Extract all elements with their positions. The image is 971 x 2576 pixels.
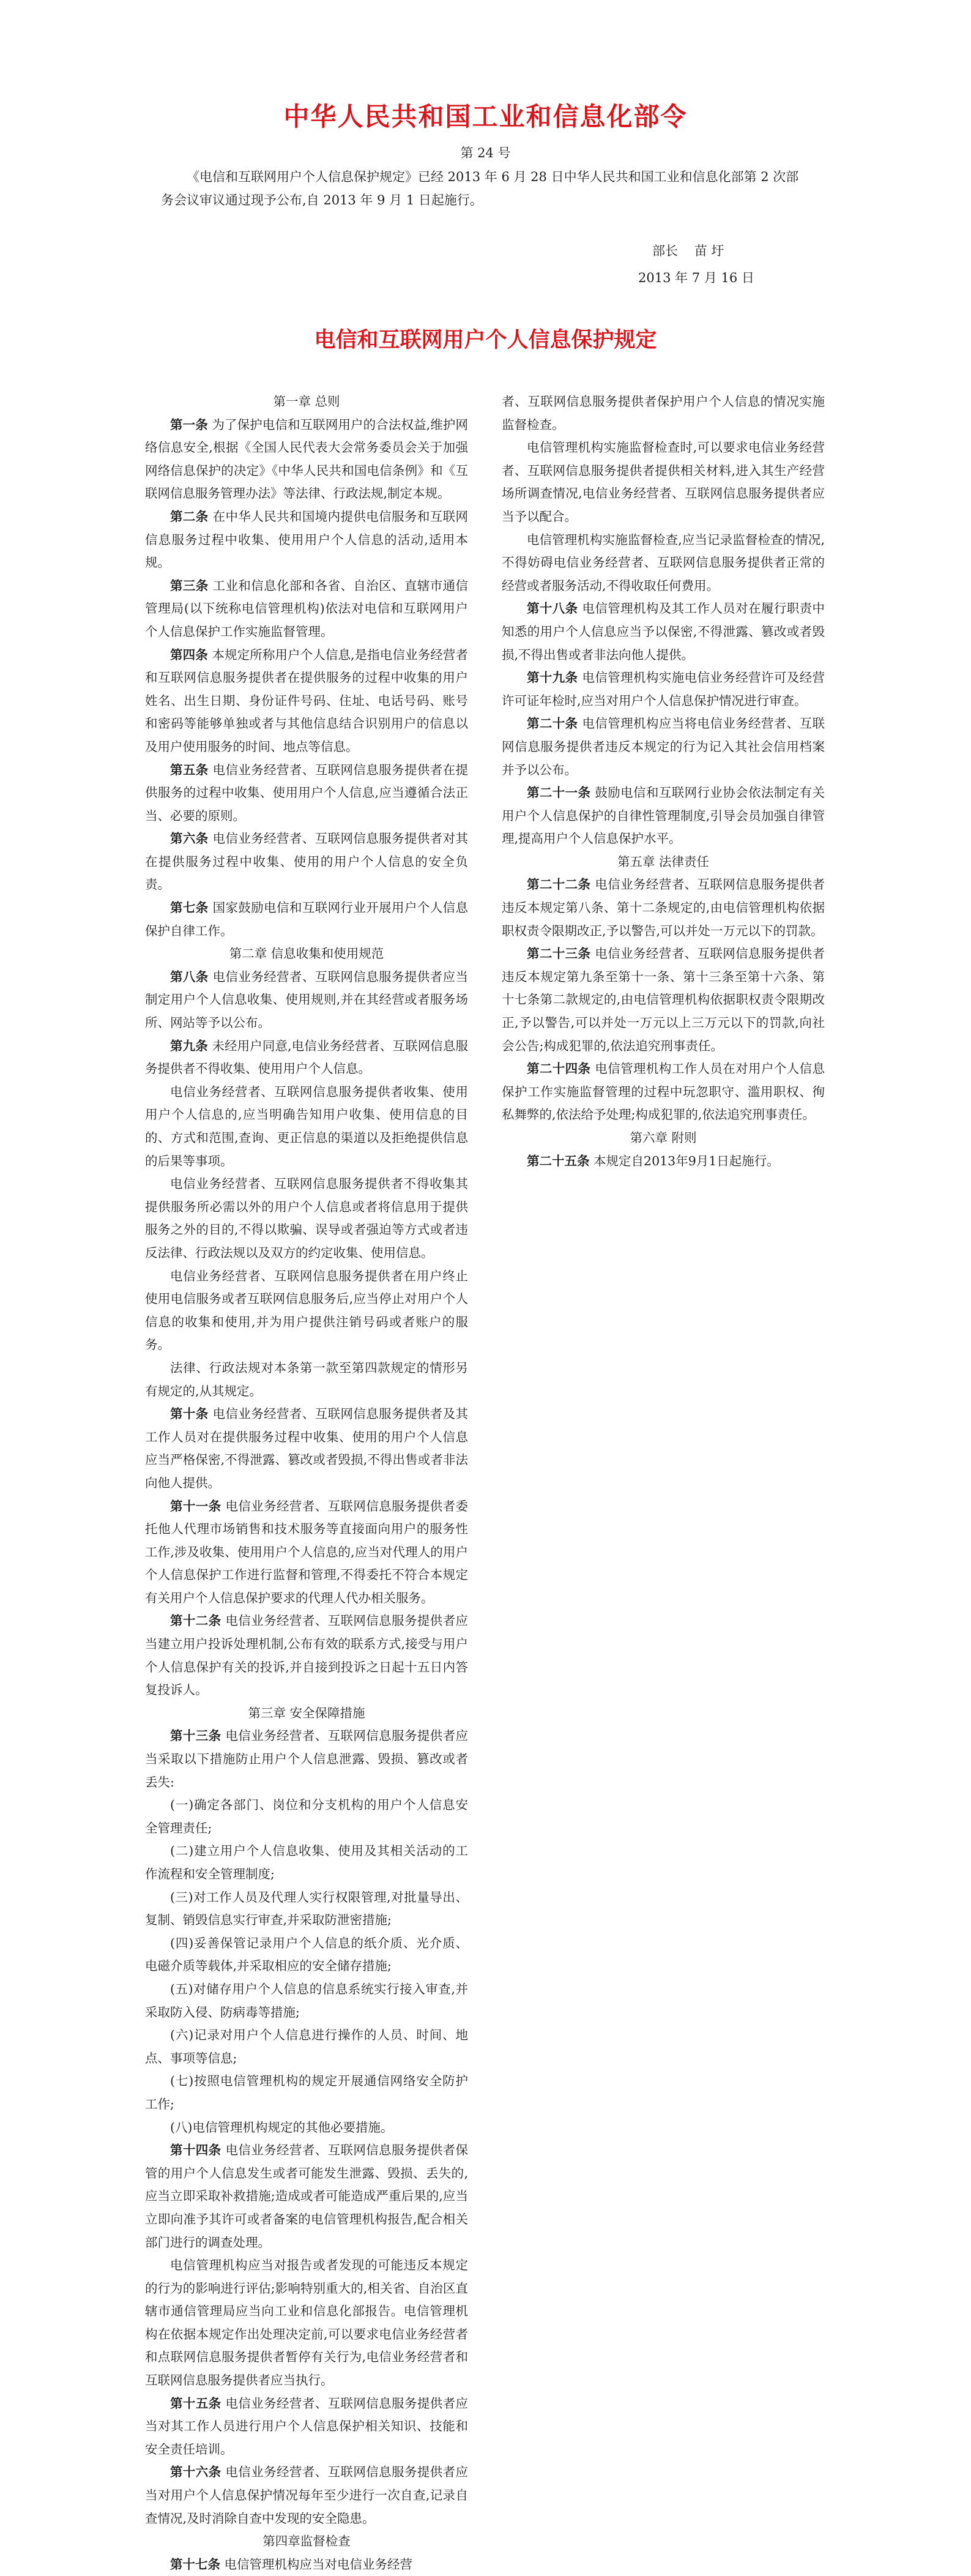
article-label: 第二十一条 xyxy=(527,785,591,801)
chapter-heading: 第五章 法律责任 xyxy=(617,854,710,869)
article-label: 第十一条 xyxy=(170,1498,221,1514)
article-paragraph xyxy=(502,782,825,851)
article-paragraph xyxy=(145,1035,468,1081)
article-text: 电信业务经营者、互联网信息服务提供者保管的用户个人信息发生或者可能发生泄露、毁损、丢失的,应当立即采取补救措施;造成或者可能造成严重后果的,应当立即向准予其许可或者备案的电信管理机构报告,配合相关部门进行的调查处理。 xyxy=(145,2143,469,2250)
article-label: 第十四条 xyxy=(170,2143,221,2158)
article-text: 电信管理机构实施电信业务经营许可及经营许可证年检时,应当对用户个人信息保护情况进行审查。 xyxy=(502,670,825,708)
body-paragraph: 者、互联网信息服务提供者保护用户个人信息的情况实施监督检查。 xyxy=(502,394,825,432)
article-text: 电信业务经营者、互联网信息服务提供者在提供服务的过程中收集、使用用户个人信息,应当遵循合法正当、必要的原则。 xyxy=(145,762,469,823)
body-paragraph: (七)按照电信管理机构的规定开展通信网络安全防护工作; xyxy=(145,2074,468,2111)
article-text: 电信业务经营者、互联网信息服务提供者应当采取以下措施防止用户个人信息泄露、毁损、篡改或者丢失: xyxy=(145,1728,469,1790)
order-title: 中华人民共和国工业和信息化部令 xyxy=(283,102,688,132)
article-paragraph xyxy=(145,414,468,506)
article-label: 第五条 xyxy=(170,762,209,777)
article-paragraph xyxy=(145,1725,468,1794)
article-paragraph xyxy=(502,666,825,712)
sign-date: 2013 年 7 月 16 日 xyxy=(638,271,754,285)
article-label: 第六条 xyxy=(170,831,209,846)
body-paragraph: 电信管理机构应当对报告或者发现的可能违反本规定的行为的影响进行评估;影响特别重大的,相关省、自治区直辖市通信管理局应当向工业和信息化部报告。电信管理机构在依据本规定作出处理决定前,可以要求电信业务经营者和点联网信息服务提供者暂停有关行为,电信业务经营者和互联网信息服务提供者应当执行。 xyxy=(145,2258,468,2388)
article-label: 第八条 xyxy=(170,969,209,984)
article-text: 为了保护电信和互联网用户的合法权益,维护网络信息安全,根据《全国人民代表大会常务委员会关于加强网络信息保护的决定》《中华人民共和国电信条例》和《互联网信息服务管理办法》等法律、行政法规,制定本规。 xyxy=(145,417,468,501)
article-text: 在中华人民共和国境内提供电信服务和互联网信息服务过程中收集、使用用户个人信息的活动,适用本规。 xyxy=(145,509,469,570)
article-paragraph xyxy=(145,506,468,575)
regulation-title: 电信和互联网用户个人信息保护规定 xyxy=(314,327,657,353)
article-paragraph xyxy=(145,759,468,828)
signer: 部长 苗 圩 xyxy=(652,244,724,258)
article-label: 第十条 xyxy=(170,1406,209,1422)
article-text: 工业和信息化部和各省、自治区、直辖市通信管理局(以下统称电信管理机构)依法对电信和互联网用户个人信息保护工作实施监督管理。 xyxy=(145,578,469,639)
article-text: 电信业务经营者、互联网信息服务提供者违反本规定第九条至第十一条、第十三条至第十六条、第十七条第二款规定的,由电信管理机构依据职权责令限期改正,予以警告,可以并处一万元以上三万元以下的罚款,向社会公告;构成犯罪的,依法追究刑事责任。 xyxy=(502,946,825,1053)
article-label: 第十五条 xyxy=(170,2395,221,2411)
left-column xyxy=(145,390,468,2576)
article-label: 第十七条 xyxy=(170,2556,220,2572)
article-paragraph xyxy=(145,1495,468,1610)
article-paragraph xyxy=(502,943,825,1058)
body-paragraph: (三)对工作人员及代理人实行权限管理,对批量导出、复制、销毁信息实行审查,并采取防泄密措施; xyxy=(145,1889,468,1928)
body-paragraph: (六)记录对用户个人信息进行操作的人员、时间、地点、事项等信息; xyxy=(145,2028,468,2066)
article-label: 第七条 xyxy=(170,900,209,916)
body-paragraph: 电信业务经营者、互联网信息服务提供者在用户终止使用电信服务或者互联网信息服务后,应当停止对用户个人信息的收集和使用,并为用户提供注销号码或者账户的服务。 xyxy=(145,1268,468,1353)
article-text: 电信业务经营者、互联网信息服务提供者应当制定用户个人信息收集、使用规则,并在其经营或者服务场所、网站等予以公布。 xyxy=(145,969,469,1031)
chapter-heading: 第二章 信息收集和使用规范 xyxy=(229,946,384,961)
article-label: 第二十三条 xyxy=(527,946,591,961)
article-text: 电信业务经营者、互联网信息服务提供者应当对用户个人信息保护情况每年至少进行一次自查,记录自查情况,及时消除自查中发现的安全隐患。 xyxy=(145,2465,469,2526)
article-text: 电信业务经营者、互联网信息服务提供者委托他人代理市场销售和技术服务等直接面向用户的服务性工作,涉及收集、使用用户个人信息的,应当对代理人的用户个人信息保护工作进行监督和管理,不得委托不符合本规定有关用户个人信息保护要求的代理人代办相关服务。 xyxy=(145,1498,469,1605)
article-label: 第十三条 xyxy=(170,1728,221,1744)
body-paragraph: (五)对储存用户个人信息的信息系统实行接入审查,并采取防入侵、防病毒等措施; xyxy=(145,1981,468,2020)
body-paragraph: 法律、行政法规对本条第一款至第四款规定的情形另有规定的,从其规定。 xyxy=(145,1360,468,1398)
chapter-heading: 第三章 安全保障措施 xyxy=(248,1705,365,1720)
article-text: 电信管理机构工作人员在对用户个人信息保护工作实施监督管理的过程中玩忽职守、滥用职权、徇私舞弊的,依法给予处理;构成犯罪的,依法追究刑事责任。 xyxy=(502,1061,825,1122)
article-text: 本规定所称用户个人信息,是指电信业务经营者和互联网信息服务提供者在提供服务的过程中收集的用户姓名、出生日期、身份证件号码、住址、电话号码、账号和密码等能够单独或者与其他信息结合识别用户的信息以及用户使用服务的时间、地点等信息。 xyxy=(145,647,468,754)
body-paragraph: 电信管理机构实施监督检查,应当记录监督检查的情况,不得妨碍电信业务经营者、互联网信息服务提供者正常的经营或者服务活动,不得收取任何费用。 xyxy=(502,532,825,593)
article-label: 第二十五条 xyxy=(527,1153,590,1168)
body-paragraph: 电信管理机构实施监督检查时,可以要求电信业务经营者、互联网信息服务提供者提供相关材料,进入其生产经营场所调查情况,电信业务经营者、互联网信息服务提供者应当予以配合。 xyxy=(502,440,825,524)
body-paragraph: 电信业务经营者、互联网信息服务提供者不得收集其提供服务所必需以外的用户个人信息或者将信息用于提供服务之外的目的,不得以欺骗、误导或者强迫等方式或者违反法律、行政法规以及双方的约定收集、使用信息。 xyxy=(145,1176,468,1260)
body-paragraph: (一)确定各部门、岗位和分支机构的用户个人信息安全管理责任; xyxy=(145,1798,468,1835)
article-label: 第一条 xyxy=(170,417,208,432)
article-text: 鼓励电信和互联网行业协会依法制定有关用户个人信息保护的自律性管理制度,引导会员加强自律管理,提高用户个人信息保护水平。 xyxy=(502,785,825,846)
article-paragraph xyxy=(145,2461,468,2530)
article-paragraph xyxy=(502,712,825,782)
order-number: 第 24 号 xyxy=(460,146,511,160)
article-text: 国家鼓励电信和互联网行业开展用户个人信息保护自律工作。 xyxy=(145,900,469,938)
article-paragraph xyxy=(502,873,825,943)
chapter-heading: 第一章 总则 xyxy=(273,394,340,409)
article-label: 第九条 xyxy=(170,1038,208,1053)
article-text: 电信业务经营者、互联网信息服务提供者及其工作人员对在提供服务过程中收集、使用的用户个人信息应当严格保密,不得泄露、篡改或者毁损,不得出售或者非法向他人提供。 xyxy=(145,1406,469,1490)
article-label: 第二十二条 xyxy=(527,877,591,892)
article-label: 第二条 xyxy=(170,509,209,524)
article-paragraph xyxy=(145,827,468,897)
body-paragraph: 电信业务经营者、互联网信息服务提供者收集、使用用户个人信息的,应当明确告知用户收集、使用信息的目的、方式和范围,查询、更正信息的渠道以及拒绝提供信息的后果等事项。 xyxy=(145,1084,468,1168)
article-text: 本规定自2013年9月1日起施行。 xyxy=(593,1153,779,1168)
article-text: 电信业务经营者、互联网信息服务提供者应当对其工作人员进行用户个人信息保护相关知识、技能和安全责任培训。 xyxy=(145,2395,469,2457)
article-paragraph xyxy=(145,2553,468,2576)
article-text: 电信管理机构应当将电信业务经营者、互联网信息服务提供者违反本规定的行为记入其社会信用档案并予以公布。 xyxy=(502,716,825,777)
article-label: 第十二条 xyxy=(170,1613,221,1629)
article-label: 第十八条 xyxy=(527,601,578,616)
order-text: 《电信和互联网用户个人信息保护规定》已经 2013 年 6 月 28 日中华人民共和国工业和信息化部第 2 次部务会议审议通过现予公布,自 2013 年 9 月 1 日起施行。 xyxy=(161,170,799,207)
article-paragraph xyxy=(145,1403,468,1495)
article-text: 电信管理机构应当对电信业务经营 xyxy=(224,2556,413,2572)
article-paragraph xyxy=(145,644,468,759)
article-text: 电信业务经营者、互联网信息服务提供者应当建立用户投诉处理机制,公布有效的联系方式,接受与用户个人信息保护有关的投诉,并自接到投诉之日起十五日内答复投诉人。 xyxy=(145,1613,469,1698)
article-paragraph xyxy=(502,1058,825,1127)
chapter-heading: 第四章监督检查 xyxy=(262,2534,351,2549)
article-label: 第二十四条 xyxy=(527,1061,591,1077)
article-paragraph xyxy=(145,897,468,943)
article-label: 第三条 xyxy=(170,578,209,593)
body-paragraph: (四)妥善保管记录用户个人信息的纸介质、光介质、电磁介质等载体,并采取相应的安全储存措施; xyxy=(145,1935,468,1974)
article-paragraph xyxy=(502,597,825,666)
right-column xyxy=(502,390,825,1173)
article-text: 电信业务经营者、互联网信息服务提供者对其在提供服务过程中收集、使用的用户个人信息的安全负责。 xyxy=(145,831,469,892)
article-paragraph xyxy=(502,1150,825,1173)
article-label: 第二十条 xyxy=(527,716,578,731)
article-label: 第十九条 xyxy=(527,670,578,685)
article-label: 第十六条 xyxy=(170,2465,221,2480)
article-paragraph xyxy=(145,575,468,644)
article-text: 电信管理机构及其工作人员对在履行职责中知悉的用户个人信息应当予以保密,不得泄露、篡改或者毁损,不得出售或者非法向他人提供。 xyxy=(502,601,825,662)
article-paragraph xyxy=(145,2139,468,2254)
article-text: 未经用户同意,电信业务经营者、互联网信息服务提供者不得收集、使用用户个人信息。 xyxy=(145,1038,468,1077)
chapter-heading: 第六章 附则 xyxy=(630,1130,697,1145)
body-paragraph: (二)建立用户个人信息收集、使用及其相关活动的工作流程和安全管理制度; xyxy=(145,1843,468,1881)
article-paragraph xyxy=(145,966,468,1035)
article-label: 第四条 xyxy=(170,647,208,662)
article-paragraph xyxy=(145,1610,468,1701)
article-text: 电信业务经营者、互联网信息服务提供者违反本规定第八条、第十二条规定的,由电信管理机构依据职权责令限期改正,予以警告,可以并处一万元以下的罚款。 xyxy=(502,877,825,938)
article-paragraph xyxy=(145,2392,468,2462)
body-paragraph: (八)电信管理机构规定的其他必要措施。 xyxy=(170,2119,393,2135)
